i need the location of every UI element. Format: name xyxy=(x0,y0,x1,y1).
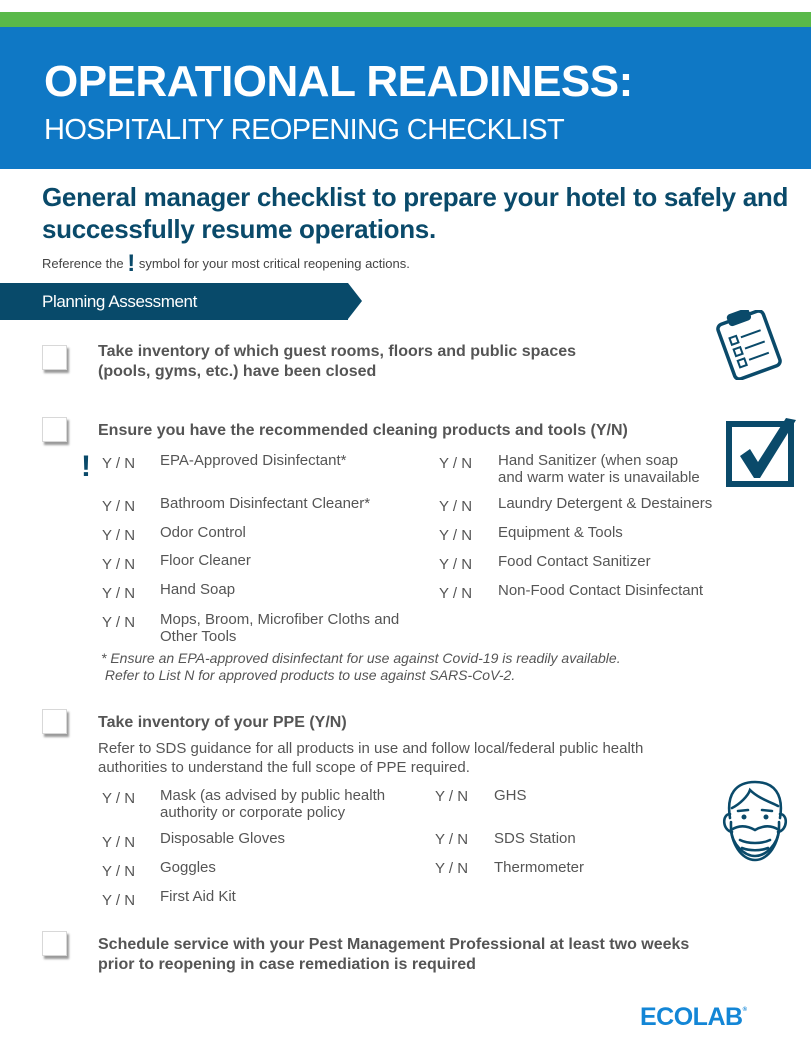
yes-no-option[interactable]: Y / N xyxy=(435,788,469,805)
checklist-item: EPA-Approved Disinfectant* xyxy=(160,452,347,469)
yes-no-option[interactable]: Y / N xyxy=(435,860,469,877)
task-item: Ensure you have the recommended cleaning products and tools (Y/N) xyxy=(98,422,628,439)
task-item xyxy=(98,342,576,382)
checklist-item: Food Contact Sanitizer xyxy=(498,553,651,570)
item-line1: Mops, Broom, Microfiber Cloths and xyxy=(160,611,400,628)
checkbox-checked-icon xyxy=(726,416,800,488)
task-item: Take inventory of your PPE (Y/N) xyxy=(98,714,347,731)
footnote-line2: Refer to List N for approved products to use against SARS-CoV-2. xyxy=(101,667,516,683)
clipboard-icon xyxy=(708,310,790,380)
checklist-item: Floor Cleaner xyxy=(160,552,251,569)
yes-no-option[interactable]: Y / N xyxy=(102,614,136,631)
checklist-item xyxy=(160,611,399,645)
task-checkbox[interactable] xyxy=(42,931,67,956)
task-text-line1: Take inventory of which guest rooms, floors and public spaces xyxy=(98,343,577,360)
page-title: OPERATIONAL READINESS: xyxy=(44,57,633,106)
checklist-item: Hand Soap xyxy=(160,581,236,598)
green-accent-bar xyxy=(0,12,811,27)
task-checkbox[interactable] xyxy=(42,709,67,734)
yes-no-option[interactable]: Y / N xyxy=(439,455,473,472)
checklist-item: Goggles xyxy=(160,859,216,876)
checklist-item: Laundry Detergent & Destainers xyxy=(498,495,713,512)
yes-no-option[interactable]: Y / N xyxy=(102,585,136,602)
yes-no-option[interactable]: Y / N xyxy=(102,863,136,880)
checklist-item: SDS Station xyxy=(494,830,576,847)
task-checkbox[interactable] xyxy=(42,345,67,370)
checklist-item: Equipment & Tools xyxy=(498,524,623,541)
page-subtitle: HOSPITALITY REOPENING CHECKLIST xyxy=(44,114,565,146)
item-line2: and warm water is unavailable xyxy=(498,469,700,486)
critical-symbol-icon: ! xyxy=(127,250,136,277)
yes-no-option[interactable]: Y / N xyxy=(439,556,473,573)
yes-no-option[interactable]: Y / N xyxy=(102,556,136,573)
reference-note xyxy=(42,250,410,278)
yes-no-option[interactable]: Y / N xyxy=(435,831,469,848)
yes-no-option[interactable]: Y / N xyxy=(102,790,136,807)
item-line1: Hand Sanitizer (when soap xyxy=(498,452,679,469)
checklist-item: Odor Control xyxy=(160,524,246,541)
yes-no-option[interactable]: Y / N xyxy=(439,527,473,544)
footnote-line1: * Ensure an EPA-approved disinfectant for use against Covid-19 is readily available. xyxy=(101,650,621,666)
ecolab-logo xyxy=(640,1003,746,1032)
checklist-item xyxy=(498,452,700,486)
registered-mark: ® xyxy=(742,1007,747,1013)
yes-no-option[interactable]: Y / N xyxy=(102,527,136,544)
task-text-line1: Schedule service with your Pest Management Professional at least two weeks xyxy=(98,936,690,953)
checklist-item: GHS xyxy=(494,787,527,804)
masked-face-icon xyxy=(718,778,792,864)
critical-action-icon: ! xyxy=(81,450,91,483)
yes-no-option[interactable]: Y / N xyxy=(439,498,473,515)
checklist-item: Thermometer xyxy=(494,859,585,876)
yes-no-option[interactable]: Y / N xyxy=(102,498,136,515)
item-line2: authority or corporate policy xyxy=(160,804,346,821)
section-label: Planning Assessment xyxy=(42,292,197,311)
reference-before: Reference the xyxy=(42,256,124,271)
footnote xyxy=(101,650,621,684)
task-item xyxy=(98,935,689,975)
task-checkbox[interactable] xyxy=(42,417,67,442)
ppe-guidance: Refer to SDS guidance for all products in use and follow local/federal public health authorities to understand the full scope of PPE required. xyxy=(98,740,644,776)
task-text-line2: prior to reopening in case remediation is required xyxy=(98,956,476,973)
section-header xyxy=(0,283,348,320)
checklist-item: Disposable Gloves xyxy=(160,830,286,847)
logo-text: ECOLAB xyxy=(640,1003,743,1031)
header-banner xyxy=(0,27,811,169)
checklist-item: Non-Food Contact Disinfectant xyxy=(498,582,704,599)
yes-no-option[interactable]: Y / N xyxy=(102,455,136,472)
item-line2: Other Tools xyxy=(160,628,237,645)
intro-headline: General manager checklist to prepare your hotel to safely and successfully resume operations. xyxy=(42,182,789,244)
task-text-line2: (pools, gyms, etc.) have been closed xyxy=(98,363,377,380)
yes-no-option[interactable]: Y / N xyxy=(102,834,136,851)
yes-no-option[interactable]: Y / N xyxy=(439,585,473,602)
checklist-item: First Aid Kit xyxy=(160,888,236,905)
checklist-item: Bathroom Disinfectant Cleaner* xyxy=(160,495,371,512)
item-line1: Mask (as advised by public health xyxy=(160,787,386,804)
checklist-item xyxy=(160,787,385,821)
yes-no-option[interactable]: Y / N xyxy=(102,892,136,909)
reference-after: symbol for your most critical reopening actions. xyxy=(138,256,410,271)
